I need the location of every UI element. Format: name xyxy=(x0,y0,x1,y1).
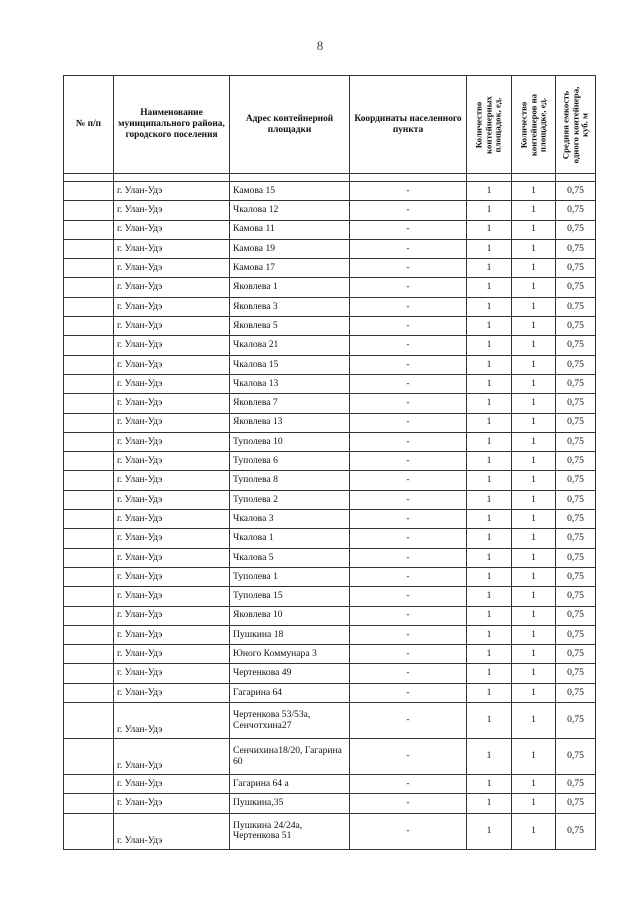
cell-containers: 1 xyxy=(512,297,556,316)
cell-num xyxy=(64,813,114,849)
cell-containers: 1 xyxy=(512,413,556,432)
cell-coords: - xyxy=(350,510,467,529)
cell-num xyxy=(64,374,114,393)
cell-volume: 0,75 xyxy=(556,336,596,355)
cell-address: Камова 15 xyxy=(230,182,350,201)
spacer-cell xyxy=(350,174,467,182)
cell-containers: 1 xyxy=(512,683,556,702)
cell-volume: 0,75 xyxy=(556,775,596,794)
cell-coords: - xyxy=(350,239,467,258)
cell-volume: 0,75 xyxy=(556,220,596,239)
table-row xyxy=(64,336,596,355)
cell-address: Яковлева 7 xyxy=(230,394,350,413)
cell-address: Яковлева 5 xyxy=(230,317,350,336)
cell-containers: 1 xyxy=(512,394,556,413)
table-body xyxy=(64,174,596,850)
cell-sites: 1 xyxy=(467,703,512,739)
cell-district: г. Улан-Удэ xyxy=(114,220,230,239)
cell-sites: 1 xyxy=(467,182,512,201)
cell-coords: - xyxy=(350,625,467,644)
table-row xyxy=(64,239,596,258)
table-row xyxy=(64,452,596,471)
cell-district: г. Улан-Удэ xyxy=(114,739,230,775)
table-row xyxy=(64,201,596,220)
table-row xyxy=(64,625,596,644)
table-row xyxy=(64,374,596,393)
cell-address: Туполева 8 xyxy=(230,471,350,490)
cell-district: г. Улан-Удэ xyxy=(114,355,230,374)
cell-num xyxy=(64,317,114,336)
cell-num xyxy=(64,413,114,432)
cell-sites: 1 xyxy=(467,432,512,451)
cell-containers: 1 xyxy=(512,645,556,664)
cell-district: г. Улан-Удэ xyxy=(114,510,230,529)
header-sites-count xyxy=(467,76,512,174)
header-avg-volume xyxy=(556,76,596,174)
cell-volume: 0,75 xyxy=(556,471,596,490)
cell-sites: 1 xyxy=(467,355,512,374)
cell-containers: 1 xyxy=(512,432,556,451)
cell-district: г. Улан-Удэ xyxy=(114,813,230,849)
header-coords: Координаты населенного пункта xyxy=(350,76,467,174)
cell-district: г. Улан-Удэ xyxy=(114,394,230,413)
cell-district: г. Улан-Удэ xyxy=(114,567,230,586)
cell-district: г. Улан-Удэ xyxy=(114,278,230,297)
table-row xyxy=(64,703,596,739)
spacer-cell xyxy=(512,174,556,182)
cell-district: г. Улан-Удэ xyxy=(114,297,230,316)
cell-containers: 1 xyxy=(512,490,556,509)
cell-containers: 1 xyxy=(512,182,556,201)
cell-coords: - xyxy=(350,645,467,664)
cell-coords: - xyxy=(350,374,467,393)
cell-district: г. Улан-Удэ xyxy=(114,775,230,794)
cell-containers: 1 xyxy=(512,625,556,644)
table-row xyxy=(64,813,596,849)
cell-sites: 1 xyxy=(467,239,512,258)
cell-district: г. Улан-Удэ xyxy=(114,645,230,664)
cell-num xyxy=(64,794,114,813)
cell-sites: 1 xyxy=(467,297,512,316)
cell-num xyxy=(64,355,114,374)
cell-address: Яковлева 3 xyxy=(230,297,350,316)
table-row xyxy=(64,355,596,374)
cell-address: Чкалова 5 xyxy=(230,548,350,567)
table-row xyxy=(64,664,596,683)
container-sites-table xyxy=(63,75,596,850)
cell-volume: 0,75 xyxy=(556,664,596,683)
cell-volume: 0,75 xyxy=(556,432,596,451)
cell-num xyxy=(64,625,114,644)
cell-address: Гагарина 64 а xyxy=(230,775,350,794)
cell-address: Пушкина 24/24а, Чертенкова 51 xyxy=(230,813,350,849)
cell-coords: - xyxy=(350,490,467,509)
cell-coords: - xyxy=(350,529,467,548)
cell-address: Чертенкова 53/53а, Сенчотхина27 xyxy=(230,703,350,739)
cell-sites: 1 xyxy=(467,336,512,355)
cell-coords: - xyxy=(350,739,467,775)
cell-coords: - xyxy=(350,394,467,413)
table-row xyxy=(64,413,596,432)
cell-containers: 1 xyxy=(512,452,556,471)
cell-address: Пушкина,35 xyxy=(230,794,350,813)
cell-containers: 1 xyxy=(512,567,556,586)
cell-sites: 1 xyxy=(467,587,512,606)
cell-coords: - xyxy=(350,452,467,471)
cell-volume: 0,75 xyxy=(556,794,596,813)
cell-coords: - xyxy=(350,683,467,702)
cell-sites: 1 xyxy=(467,510,512,529)
cell-num xyxy=(64,703,114,739)
cell-coords: - xyxy=(350,220,467,239)
cell-address: Чкалова 12 xyxy=(230,201,350,220)
cell-address: Пушкина 18 xyxy=(230,625,350,644)
table-row xyxy=(64,606,596,625)
cell-num xyxy=(64,567,114,586)
cell-sites: 1 xyxy=(467,775,512,794)
cell-volume: 0,75 xyxy=(556,703,596,739)
table-row xyxy=(64,220,596,239)
cell-volume: 0,75 xyxy=(556,413,596,432)
cell-num xyxy=(64,432,114,451)
cell-coords: - xyxy=(350,278,467,297)
cell-address: Яковлева 10 xyxy=(230,606,350,625)
cell-volume: 0,75 xyxy=(556,278,596,297)
table-row xyxy=(64,587,596,606)
table-row xyxy=(64,529,596,548)
cell-volume: 0,75 xyxy=(556,645,596,664)
table-row xyxy=(64,510,596,529)
cell-district: г. Улан-Удэ xyxy=(114,259,230,278)
header-avg-volume-label: Средняя емкость одного контейнера, куб. м xyxy=(559,86,590,163)
cell-volume: 0,75 xyxy=(556,567,596,586)
cell-address: Туполева 6 xyxy=(230,452,350,471)
cell-coords: - xyxy=(350,297,467,316)
cell-coords: - xyxy=(350,775,467,794)
cell-volume: 0,75 xyxy=(556,201,596,220)
cell-sites: 1 xyxy=(467,374,512,393)
cell-num xyxy=(64,394,114,413)
cell-sites: 1 xyxy=(467,567,512,586)
cell-containers: 1 xyxy=(512,278,556,297)
cell-address: Чертенкова 49 xyxy=(230,664,350,683)
cell-district: г. Улан-Удэ xyxy=(114,336,230,355)
table-row xyxy=(64,432,596,451)
spacer-cell xyxy=(114,174,230,182)
cell-containers: 1 xyxy=(512,775,556,794)
cell-sites: 1 xyxy=(467,813,512,849)
cell-address: Чкалова 13 xyxy=(230,374,350,393)
table-row xyxy=(64,471,596,490)
cell-num xyxy=(64,452,114,471)
cell-district: г. Улан-Удэ xyxy=(114,703,230,739)
cell-num xyxy=(64,471,114,490)
cell-district: г. Улан-Удэ xyxy=(114,317,230,336)
cell-sites: 1 xyxy=(467,490,512,509)
cell-num xyxy=(64,490,114,509)
cell-volume: 0,75 xyxy=(556,452,596,471)
cell-coords: - xyxy=(350,813,467,849)
table-row xyxy=(64,297,596,316)
cell-district: г. Улан-Удэ xyxy=(114,683,230,702)
cell-volume: 0,75 xyxy=(556,529,596,548)
cell-coords: - xyxy=(350,413,467,432)
cell-containers: 1 xyxy=(512,510,556,529)
cell-district: г. Улан-Удэ xyxy=(114,606,230,625)
cell-district: г. Улан-Удэ xyxy=(114,587,230,606)
cell-district: г. Улан-Удэ xyxy=(114,374,230,393)
spacer-cell xyxy=(230,174,350,182)
spacer-row xyxy=(64,174,596,182)
table-row xyxy=(64,775,596,794)
cell-sites: 1 xyxy=(467,220,512,239)
cell-coords: - xyxy=(350,794,467,813)
cell-address: Гагарина 64 xyxy=(230,683,350,702)
cell-num xyxy=(64,278,114,297)
cell-address: Чкалова 15 xyxy=(230,355,350,374)
table-header-row xyxy=(64,76,596,174)
cell-num xyxy=(64,606,114,625)
cell-num xyxy=(64,259,114,278)
table-row xyxy=(64,259,596,278)
cell-containers: 1 xyxy=(512,794,556,813)
cell-address: Чкалова 1 xyxy=(230,529,350,548)
cell-sites: 1 xyxy=(467,471,512,490)
cell-sites: 1 xyxy=(467,606,512,625)
cell-volume: 0,75 xyxy=(556,394,596,413)
cell-sites: 1 xyxy=(467,394,512,413)
cell-coords: - xyxy=(350,567,467,586)
cell-district: г. Улан-Удэ xyxy=(114,452,230,471)
table-row xyxy=(64,548,596,567)
cell-address: Чкалова 3 xyxy=(230,510,350,529)
cell-sites: 1 xyxy=(467,259,512,278)
table-row xyxy=(64,567,596,586)
cell-num xyxy=(64,239,114,258)
table-row xyxy=(64,739,596,775)
cell-address: Туполева 2 xyxy=(230,490,350,509)
cell-coords: - xyxy=(350,432,467,451)
table-row xyxy=(64,683,596,702)
cell-num xyxy=(64,645,114,664)
table-row xyxy=(64,645,596,664)
cell-containers: 1 xyxy=(512,703,556,739)
cell-num xyxy=(64,297,114,316)
cell-containers: 1 xyxy=(512,259,556,278)
cell-num xyxy=(64,664,114,683)
cell-sites: 1 xyxy=(467,413,512,432)
cell-containers: 1 xyxy=(512,239,556,258)
cell-volume: 0,75 xyxy=(556,813,596,849)
cell-volume: 0,75 xyxy=(556,490,596,509)
cell-address: Юного Коммунара 3 xyxy=(230,645,350,664)
cell-volume: 0,75 xyxy=(556,374,596,393)
cell-sites: 1 xyxy=(467,317,512,336)
header-sites-count-label: Количество контейнерных площадок, ед. xyxy=(473,95,503,154)
table-row xyxy=(64,490,596,509)
cell-coords: - xyxy=(350,355,467,374)
cell-num xyxy=(64,220,114,239)
table-row xyxy=(64,182,596,201)
cell-num xyxy=(64,775,114,794)
cell-volume: 0,75 xyxy=(556,510,596,529)
cell-address: Камова 19 xyxy=(230,239,350,258)
cell-containers: 1 xyxy=(512,374,556,393)
cell-coords: - xyxy=(350,201,467,220)
cell-containers: 1 xyxy=(512,471,556,490)
cell-district: г. Улан-Удэ xyxy=(114,471,230,490)
cell-volume: 0,75 xyxy=(556,587,596,606)
cell-address: Камова 11 xyxy=(230,220,350,239)
cell-containers: 1 xyxy=(512,201,556,220)
cell-coords: - xyxy=(350,182,467,201)
cell-volume: 0,75 xyxy=(556,548,596,567)
cell-num xyxy=(64,739,114,775)
cell-district: г. Улан-Удэ xyxy=(114,201,230,220)
table-row xyxy=(64,278,596,297)
cell-district: г. Улан-Удэ xyxy=(114,490,230,509)
cell-num xyxy=(64,510,114,529)
spacer-cell xyxy=(467,174,512,182)
cell-district: г. Улан-Удэ xyxy=(114,664,230,683)
cell-coords: - xyxy=(350,336,467,355)
cell-volume: 0,75 xyxy=(556,259,596,278)
cell-volume: 0,75 xyxy=(556,606,596,625)
cell-district: г. Улан-Удэ xyxy=(114,625,230,644)
cell-containers: 1 xyxy=(512,336,556,355)
cell-sites: 1 xyxy=(467,625,512,644)
cell-containers: 1 xyxy=(512,606,556,625)
cell-sites: 1 xyxy=(467,548,512,567)
cell-coords: - xyxy=(350,317,467,336)
header-address: Адрес контейнерной площадки xyxy=(230,76,350,174)
cell-sites: 1 xyxy=(467,645,512,664)
header-district: Наименование муниципального района, городского поселения xyxy=(114,76,230,174)
cell-containers: 1 xyxy=(512,587,556,606)
cell-address: Яковлева 13 xyxy=(230,413,350,432)
cell-volume: 0.75 xyxy=(556,297,596,316)
cell-containers: 1 xyxy=(512,529,556,548)
cell-containers: 1 xyxy=(512,355,556,374)
cell-containers: 1 xyxy=(512,220,556,239)
cell-coords: - xyxy=(350,259,467,278)
table-row xyxy=(64,794,596,813)
cell-sites: 1 xyxy=(467,529,512,548)
cell-district: г. Улан-Удэ xyxy=(114,182,230,201)
cell-volume: 0,75 xyxy=(556,355,596,374)
cell-coords: - xyxy=(350,548,467,567)
cell-coords: - xyxy=(350,471,467,490)
cell-district: г. Улан-Удэ xyxy=(114,529,230,548)
cell-containers: 1 xyxy=(512,548,556,567)
cell-num xyxy=(64,587,114,606)
cell-num xyxy=(64,336,114,355)
spacer-cell xyxy=(64,174,114,182)
cell-volume: 0,75 xyxy=(556,739,596,775)
table-row xyxy=(64,394,596,413)
cell-coords: - xyxy=(350,664,467,683)
cell-sites: 1 xyxy=(467,664,512,683)
cell-coords: - xyxy=(350,703,467,739)
table-row xyxy=(64,317,596,336)
cell-district: г. Улан-Удэ xyxy=(114,239,230,258)
cell-address: Яковлева 1 xyxy=(230,278,350,297)
cell-sites: 1 xyxy=(467,278,512,297)
cell-num xyxy=(64,182,114,201)
cell-coords: - xyxy=(350,587,467,606)
cell-containers: 1 xyxy=(512,813,556,849)
cell-address: Сенчихина18/20, Гагарина 60 xyxy=(230,739,350,775)
header-num: № п/п xyxy=(64,76,114,174)
cell-volume: 0,75 xyxy=(556,239,596,258)
cell-volume: 0,75 xyxy=(556,317,596,336)
cell-volume: 0,75 xyxy=(556,625,596,644)
cell-containers: 1 xyxy=(512,317,556,336)
cell-district: г. Улан-Удэ xyxy=(114,432,230,451)
cell-district: г. Улан-Удэ xyxy=(114,548,230,567)
cell-address: Туполева 15 xyxy=(230,587,350,606)
header-containers-count xyxy=(512,76,556,174)
cell-address: Туполева 1 xyxy=(230,567,350,586)
cell-sites: 1 xyxy=(467,794,512,813)
header-containers-count-label: Количество контейнеров на площадке, ед. xyxy=(517,93,548,156)
cell-sites: 1 xyxy=(467,739,512,775)
spacer-cell xyxy=(556,174,596,182)
cell-sites: 1 xyxy=(467,452,512,471)
cell-coords: - xyxy=(350,606,467,625)
cell-sites: 1 xyxy=(467,201,512,220)
cell-containers: 1 xyxy=(512,664,556,683)
cell-num xyxy=(64,683,114,702)
cell-district: г. Улан-Удэ xyxy=(114,794,230,813)
cell-num xyxy=(64,529,114,548)
cell-num xyxy=(64,201,114,220)
cell-num xyxy=(64,548,114,567)
cell-district: г. Улан-Удэ xyxy=(114,413,230,432)
cell-address: Чкалова 21 xyxy=(230,336,350,355)
cell-sites: 1 xyxy=(467,683,512,702)
page-number: 8 xyxy=(316,38,324,53)
cell-volume: 0,75 xyxy=(556,683,596,702)
cell-containers: 1 xyxy=(512,739,556,775)
cell-address: Туполева 10 xyxy=(230,432,350,451)
cell-volume: 0,75 xyxy=(556,182,596,201)
cell-address: Камова 17 xyxy=(230,259,350,278)
